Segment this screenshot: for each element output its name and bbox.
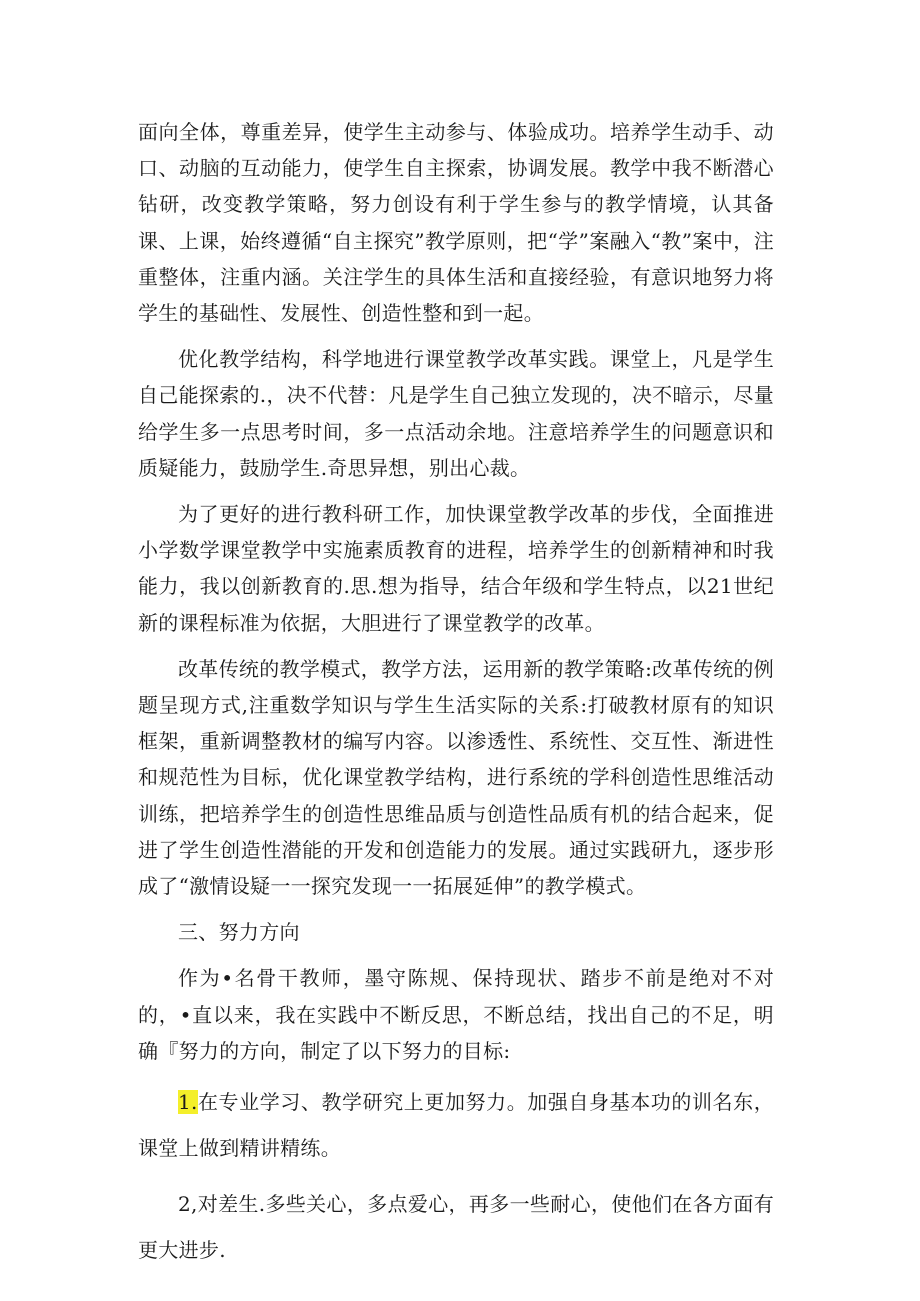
list-item-text: 在专业学习、教学研究上更加努力。加强自身基本功的训名东，课堂上做到精讲精练。 bbox=[138, 1090, 774, 1161]
document-page bbox=[138, 114, 774, 1273]
list-item bbox=[138, 1079, 774, 1171]
paragraph-1: 面向全体，尊重差异，使学生主动参与、体验成功。培养学生动手、动口、动脑的互动能力，使学生自主探索，协调发展。教学中我不断潜心钻研，改变教学策略，努力创设有利于学生参与的教学情境，认其备课、上课，始终遵循“自主探究”教学原则，把“学”案融入“教”案中，注重整体，注重内涵。关注学生的具体生活和直接经验，有意识地努力将学生的基础性、发展性、创造性整和到一起。 bbox=[138, 120, 774, 326]
paragraph-3: 为了更好的进行教科研工作，加快课堂教学改革的步伐，全面推进小学数学课堂教学中实施素质教育的进程，培养学生的创新精神和时我能力，我以创新教育的.思.想为指导，结合年级和学生特点，以21世纪新的课程标准为依据，大胆进行了课堂教学的改革。 bbox=[138, 502, 774, 635]
list-item-number: 2, bbox=[178, 1192, 198, 1217]
paragraph-5: 作为•名骨干教师，墨守陈规、保持现状、踏步不前是绝对不对的，•直以来，我在实践中不断反思，不断总结，找出自己的不足，明确『努力的方向，制定了以下努力的目标: bbox=[138, 966, 774, 1063]
list-item-text: 对差生.多些关心，多点爱心，再多一些耐心，使他们在各方面有更大进步. bbox=[138, 1192, 774, 1263]
highlighted-number: 1. bbox=[178, 1090, 198, 1115]
paragraph-4: 改革传统的教学模式，教学方法，运用新的教学策略:改革传统的例题呈现方式,注重数学知识与学生生活实际的关系:打破教材原有的知识框架，重新调整教材的编写内容。以渗透性、系统性、交互性、渐进性和规范性为目标，优化课堂教学结构，进行系统的学科创造性思维活动训练，把培养学生的创造性思维品质与创造性品质有机的结合起来，促进了学生创造性潜能的开发和创造能力的发展。通过实践研九，逐步形成了“激情设疑一一探究发现一一拓展延伸”的教学模式。 bbox=[138, 656, 774, 899]
list-item bbox=[138, 1181, 774, 1273]
section-heading: 三、努力方向 bbox=[178, 920, 300, 945]
paragraph-2: 优化教学结构，科学地进行课堂教学改革实践。课堂上，凡是学生自己能探索的.，决不代替：凡是学生自己独立发现的，决不暗示，尽量给学生多一点思考时间，多一点活动余地。注意培养学生的问题意识和质疑能力，鼓励学生.奇思异想，别出心裁。 bbox=[138, 347, 774, 480]
